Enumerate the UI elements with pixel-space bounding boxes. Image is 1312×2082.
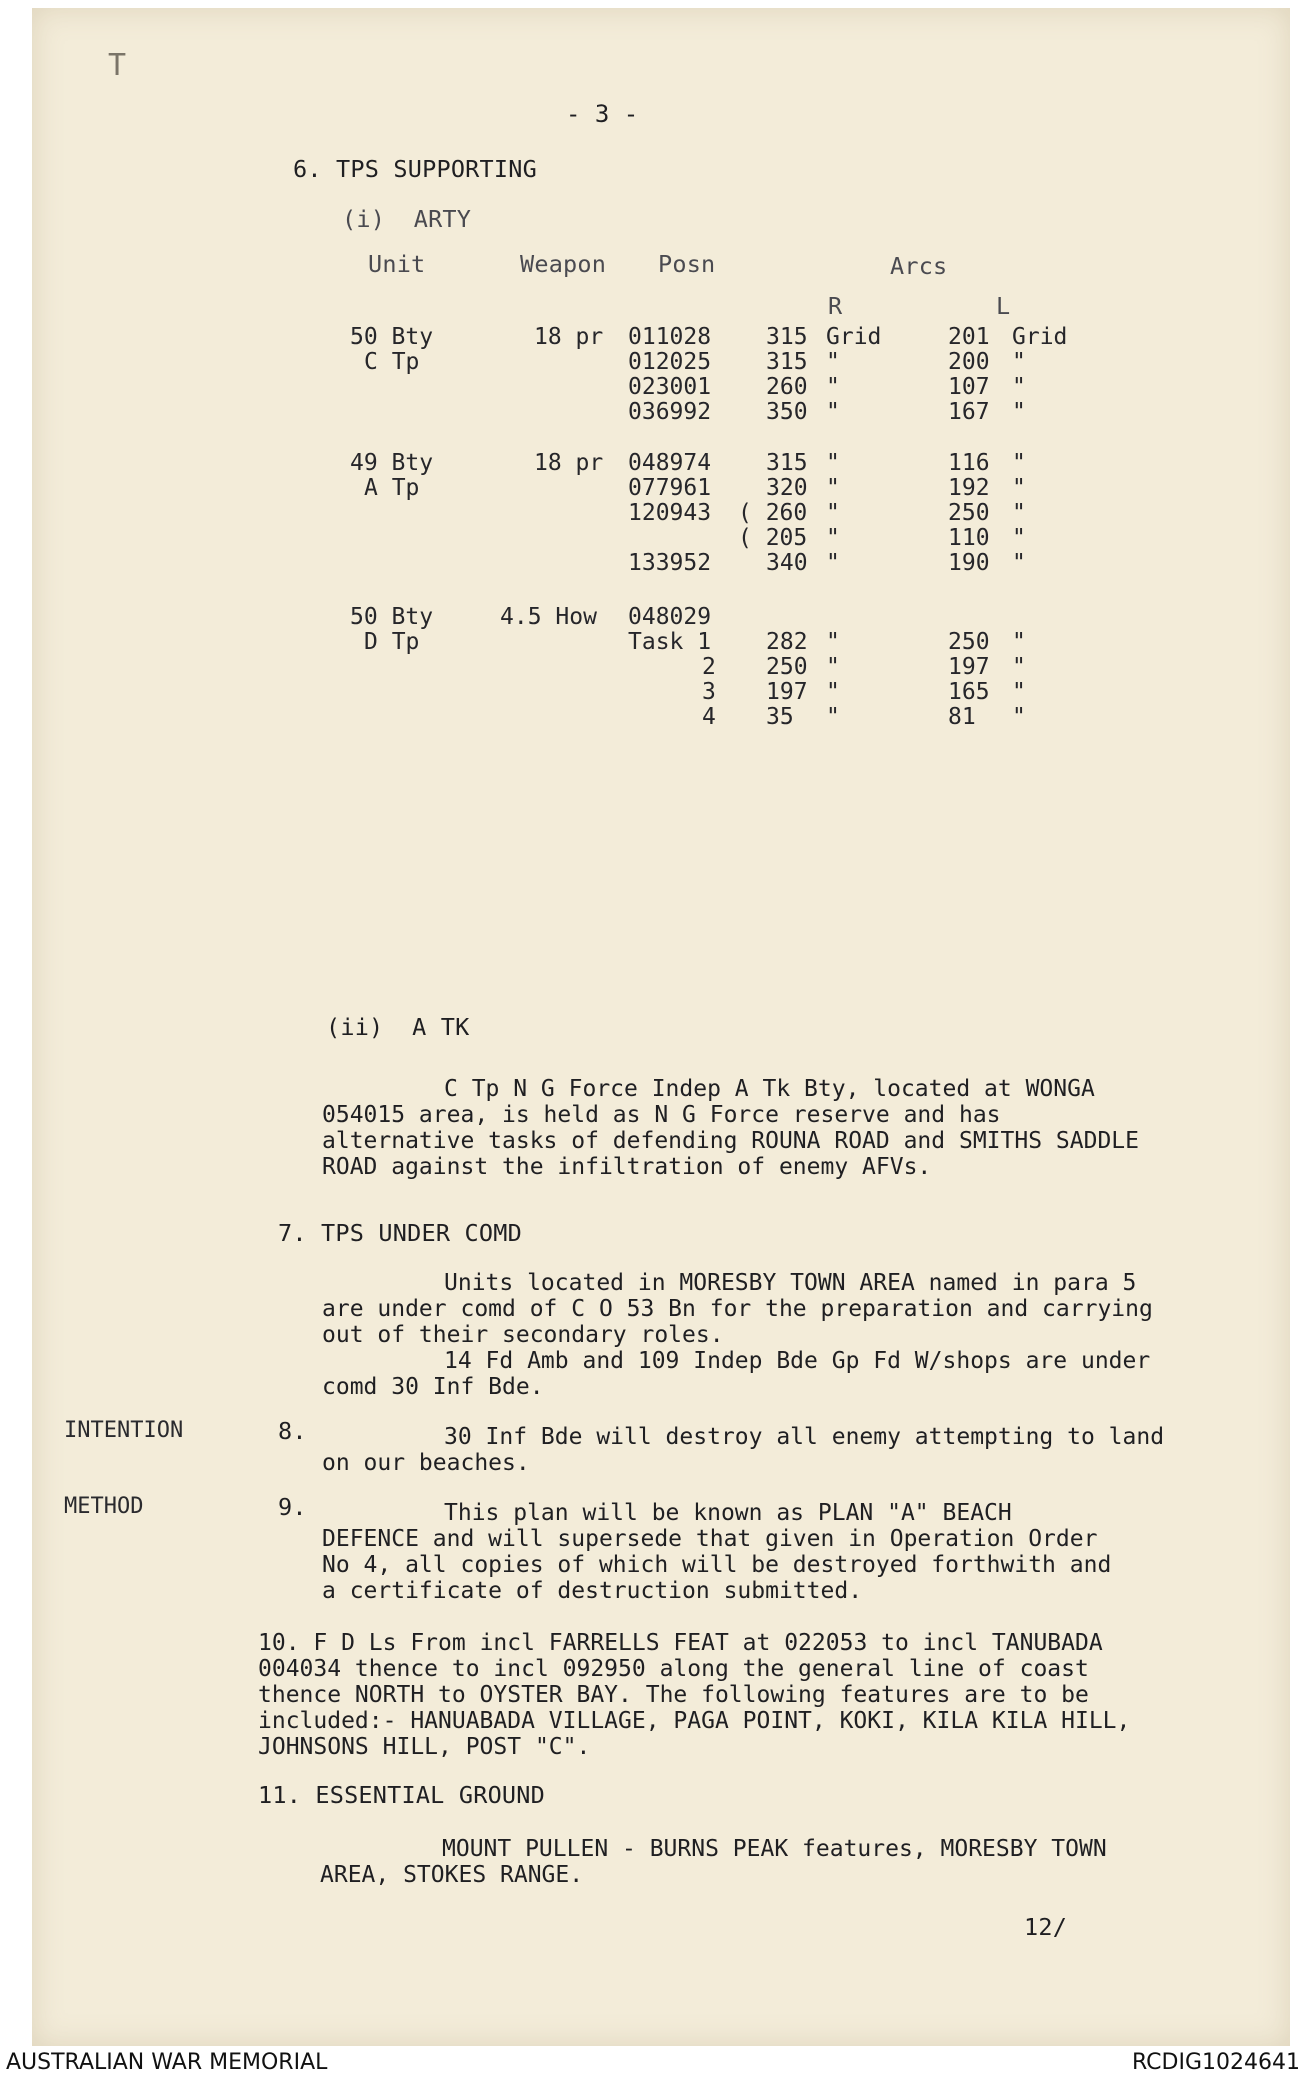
- arty-arc-l-unit: ": [1012, 654, 1026, 680]
- arty-posn: 120943: [628, 500, 712, 526]
- arty-unit: 50 Bty: [350, 604, 434, 630]
- arty-posn: 4: [702, 704, 716, 730]
- section-6-heading: 6. TPS SUPPORTING: [293, 155, 537, 183]
- arty-arc-l: 201: [948, 324, 990, 350]
- arty-arc-r: 197: [766, 679, 808, 705]
- section-11-text: MOUNT PULLEN - BURNS PEAK features, MORESBY TOWN AREA, STOKES RANGE.: [320, 1836, 1107, 1888]
- arty-arc-l: 167: [948, 399, 990, 425]
- arty-arc-r: 35: [766, 704, 794, 730]
- arty-arc-r-unit: ": [826, 525, 840, 551]
- arty-posn: 023001: [628, 374, 712, 400]
- arty-posn: 036992: [628, 399, 712, 425]
- corner-mark: T: [108, 48, 127, 83]
- page-number: - 3 -: [566, 100, 639, 128]
- section-9-number: 9.: [278, 1493, 307, 1521]
- arty-arc-r-unit: ": [826, 399, 840, 425]
- arty-arc-r: 350: [766, 399, 808, 425]
- arty-arc-r-unit: ": [826, 550, 840, 576]
- arty-posn: 077961: [628, 475, 712, 501]
- arty-weapon: 18 pr: [534, 450, 604, 476]
- arty-arc-l: 107: [948, 374, 990, 400]
- arty-arc-l-unit: ": [1012, 550, 1026, 576]
- arty-weapon: 4.5 How: [500, 604, 597, 630]
- arty-troop: A Tp: [364, 475, 420, 501]
- arty-arc-r: ( 205: [738, 525, 808, 551]
- arty-arc-l: 192: [948, 475, 990, 501]
- arty-arc-l-unit: ": [1012, 525, 1026, 551]
- col-header-r: R: [828, 292, 843, 320]
- arty-arc-l: 190: [948, 550, 990, 576]
- arty-arc-l-unit: ": [1012, 374, 1026, 400]
- footer-record-id: RCDIG1024641: [1131, 2050, 1300, 2075]
- atk-subheading: (ii) A TK: [326, 1013, 470, 1041]
- arty-posn: 133952: [628, 550, 712, 576]
- arty-posn: 2: [702, 654, 716, 680]
- arty-troop: C Tp: [364, 349, 420, 375]
- arty-arc-l-unit: ": [1012, 679, 1026, 705]
- arty-posn: 012025: [628, 349, 712, 375]
- section-10-paragraph: [258, 1630, 1178, 1760]
- arty-arc-r-unit: ": [826, 500, 840, 526]
- arty-arc-r: ( 260: [738, 500, 808, 526]
- section-7-text-1: Units located in MORESBY TOWN AREA named in para 5 are under comd of C O 53 Bn for the preparation and carrying out of their secondary roles.: [322, 1270, 1153, 1348]
- arty-arc-r: 250: [766, 654, 808, 680]
- section-8-text: 30 Inf Bde will destroy all enemy attempting to land on our beaches.: [322, 1424, 1165, 1476]
- section-7-paragraph-2: [322, 1348, 1172, 1400]
- arty-arc-l-unit: Grid: [1012, 324, 1068, 350]
- continuation-marker: 12/: [1024, 1913, 1068, 1941]
- arty-arc-l: 165: [948, 679, 990, 705]
- arty-subheading: (i) ARTY: [342, 205, 472, 233]
- section-8-number: 8.: [278, 1417, 307, 1445]
- arty-arc-l-unit: ": [1012, 450, 1026, 476]
- arty-arc-r: 315: [766, 324, 808, 350]
- arty-arc-l: 250: [948, 629, 990, 655]
- arty-arc-l: 197: [948, 654, 990, 680]
- arty-unit: 49 Bty: [350, 450, 434, 476]
- footer-institution: AUSTRALIAN WAR MEMORIAL: [6, 2050, 328, 2075]
- arty-arc-l-unit: ": [1012, 399, 1026, 425]
- section-7-heading: 7. TPS UNDER COMD: [278, 1219, 522, 1247]
- arty-arc-r: 315: [766, 450, 808, 476]
- arty-arc-r: 282: [766, 629, 808, 655]
- arty-posn: 011028: [628, 324, 712, 350]
- arty-arc-r-unit: ": [826, 654, 840, 680]
- atk-paragraph: [322, 1076, 1162, 1180]
- arty-arc-r: 315: [766, 349, 808, 375]
- arty-troop: D Tp: [364, 629, 420, 655]
- section-10-text: F D Ls From incl FARRELLS FEAT at 022053 to incl TANUBADA 004034 thence to incl 092950 along the general line of coast thence NORTH to OYSTER BAY. The following features are to be included:- HANUABADA VILLAGE, PAGA POINT, KOKI, KILA KILA HILL, JOHNSONS HILL, POST "C".: [258, 1630, 1131, 1760]
- arty-unit: 50 Bty: [350, 324, 434, 350]
- arty-weapon: 18 pr: [534, 324, 604, 350]
- col-header-l: L: [996, 292, 1011, 320]
- section-10-number: 10.: [258, 1630, 300, 1656]
- arty-arc-r-unit: ": [826, 374, 840, 400]
- arty-arc-r-unit: ": [826, 475, 840, 501]
- arty-arc-l-unit: ": [1012, 629, 1026, 655]
- arty-arc-l: 200: [948, 349, 990, 375]
- arty-arc-r: 340: [766, 550, 808, 576]
- section-7-paragraph-1: [322, 1270, 1172, 1348]
- section-11-paragraph: [320, 1836, 1120, 1888]
- col-header-weapon: Weapon: [520, 250, 607, 278]
- margin-heading-intention: INTENTION: [64, 1418, 184, 1443]
- arty-posn: Task 1: [628, 629, 712, 655]
- arty-arc-l-unit: ": [1012, 349, 1026, 375]
- arty-arc-r-unit: ": [826, 679, 840, 705]
- arty-arc-r: 260: [766, 374, 808, 400]
- arty-arc-r-unit: ": [826, 349, 840, 375]
- arty-arc-l: 116: [948, 450, 990, 476]
- section-9-paragraph: [322, 1500, 1112, 1604]
- arty-arc-r-unit: ": [826, 450, 840, 476]
- arty-posn: 048974: [628, 450, 712, 476]
- arty-arc-r: 320: [766, 475, 808, 501]
- arty-arc-r-unit: ": [826, 629, 840, 655]
- col-header-arcs: Arcs: [890, 252, 948, 280]
- atk-text: C Tp N G Force Indep A Tk Bty, located at WONGA 054015 area, is held as N G Force reserve and has alternative tasks of defending ROUNA ROAD and SMITHS SADDLE ROAD against the infiltration of enemy AFVs.: [322, 1076, 1139, 1180]
- arty-arc-r-unit: Grid: [826, 324, 882, 350]
- arty-arc-l-unit: ": [1012, 475, 1026, 501]
- arty-posn: 3: [702, 679, 716, 705]
- margin-heading-method: METHOD: [64, 1494, 144, 1519]
- arty-arc-l-unit: ": [1012, 704, 1026, 730]
- arty-posn: 048029: [628, 604, 712, 630]
- arty-arc-l-unit: ": [1012, 500, 1026, 526]
- section-8-paragraph: [322, 1424, 1182, 1476]
- arty-arc-l: 81: [948, 704, 976, 730]
- col-header-posn: Posn: [658, 250, 716, 278]
- section-7-text-2: 14 Fd Amb and 109 Indep Bde Gp Fd W/shops are under comd 30 Inf Bde.: [322, 1348, 1151, 1400]
- arty-arc-l: 110: [948, 525, 990, 551]
- col-header-unit: Unit: [368, 250, 426, 278]
- section-11-heading: 11. ESSENTIAL GROUND: [258, 1781, 545, 1809]
- arty-arc-r-unit: ": [826, 704, 840, 730]
- section-9-text: This plan will be known as PLAN "A" BEACH DEFENCE and will supersede that given in Operation Order No 4, all copies of which will be destroyed forthwith and a certificate of destruction submitted.: [322, 1500, 1112, 1604]
- arty-arc-l: 250: [948, 500, 990, 526]
